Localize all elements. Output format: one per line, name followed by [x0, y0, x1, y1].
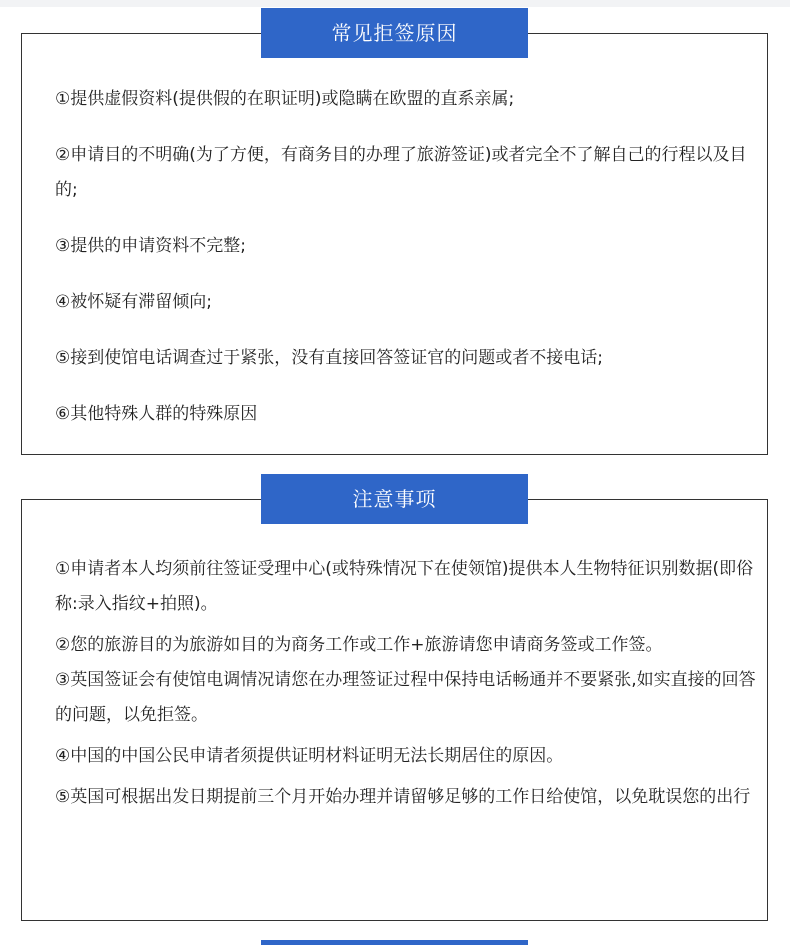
list-item: ③英国签证会有使馆电调情况请您在办理签证过程中保持电话畅通并不要紧张,如实直接的回答的问题，以免拒签。 [55, 670, 756, 725]
list-item: ①提供虚假资料(提供假的在职证明)或隐瞒在欧盟的直系亲属; [55, 89, 515, 109]
list-item: ⑥其他特殊人群的特殊原因 [55, 404, 258, 424]
section-title-rejection-reasons: 常见拒签原因 [261, 8, 528, 58]
list-item: ②申请目的不明确(为了方便，有商务目的办理了旅游签证)或者完全不了解自己的行程以及目的; [55, 145, 747, 200]
rejection-reasons-panel [21, 33, 768, 455]
list-item: ④中国的中国公民申请者须提供证明材料证明无法长期居住的原因。 [55, 746, 564, 766]
list-item: ②您的旅游目的为旅游如目的为商务工作或工作+旅游请您申请商务签或工作签。 [55, 635, 663, 655]
list-item: ⑤英国可根据出发日期提前三个月开始办理并请留够足够的工作日给使馆，以免耽误您的出行 [55, 787, 751, 807]
notes-panel [21, 499, 768, 921]
list-item: ④被怀疑有滞留倾向; [55, 292, 212, 312]
top-strip [0, 0, 790, 7]
notes-list [55, 552, 757, 815]
list-item: ①申请者本人均须前往签证受理中心(或特殊情况下在使领馆)提供本人生物特征识别数据(即俗称:录入指纹+拍照)。 [55, 559, 754, 614]
list-item: ⑤接到使馆电话调查过于紧张，没有直接回答签证官的问题或者不接电话; [55, 348, 603, 368]
list-item: ③提供的申请资料不完整; [55, 236, 246, 256]
rejection-reasons-list [55, 82, 757, 453]
section-title-notes: 注意事项 [261, 474, 528, 524]
next-section-title-bar [261, 940, 528, 945]
